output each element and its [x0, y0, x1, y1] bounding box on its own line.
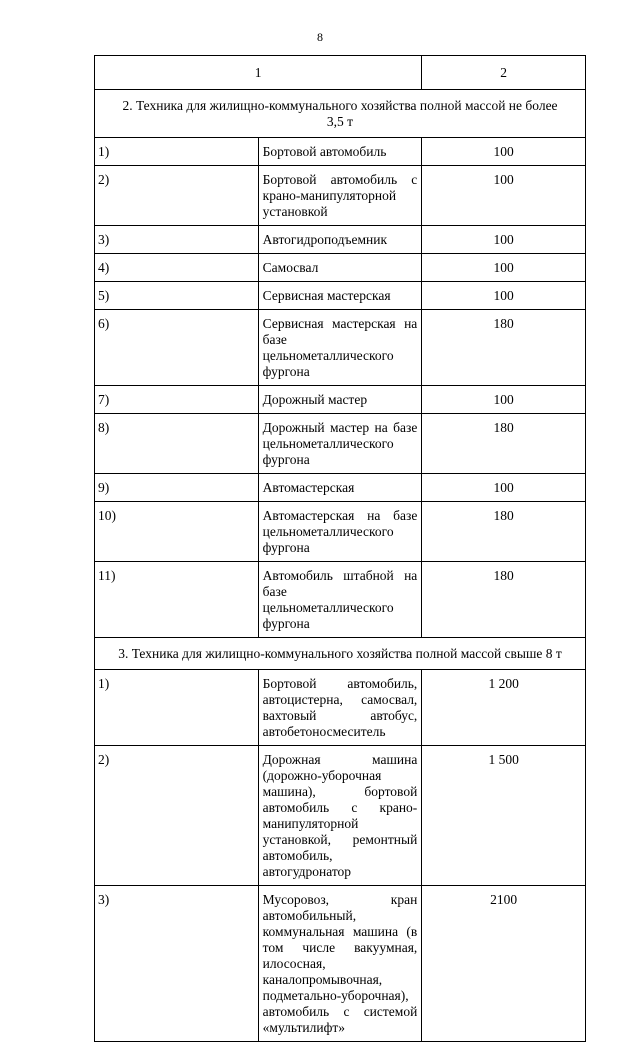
row-name: Мусоровоз, кран автомобильный, коммунальная машина (в том числе вакуумная, илососная, каналопромывочная, подметально-уборочная), автомобиль с системой «мультилифт» — [258, 886, 422, 1042]
row-name: Бортовой автомобиль — [258, 138, 422, 166]
row-value: 1 500 — [422, 746, 586, 886]
table-row — [95, 474, 586, 502]
row-number: 1) — [95, 138, 259, 166]
row-name: Дорожный мастер — [258, 386, 422, 414]
row-value: 100 — [422, 474, 586, 502]
row-number: 2) — [95, 166, 259, 226]
row-number: 1) — [95, 670, 259, 746]
row-name: Автомобиль штабной на базе цельнометаллического фургона — [258, 562, 422, 638]
row-value: 100 — [422, 282, 586, 310]
table-row — [95, 502, 586, 562]
row-value: 180 — [422, 414, 586, 474]
row-name: Автомастерская — [258, 474, 422, 502]
row-name: Бортовой автомобиль с крано-манипуляторной установкой — [258, 166, 422, 226]
row-number: 10) — [95, 502, 259, 562]
page-number: 8 — [317, 30, 323, 44]
section-title: 3. Техника для жилищно-коммунального хозяйства полной массой свыше 8 т — [95, 638, 586, 670]
header-col-1: 1 — [95, 56, 422, 90]
section-title-row — [95, 90, 586, 138]
row-name: Сервисная мастерская — [258, 282, 422, 310]
row-value: 100 — [422, 254, 586, 282]
row-name: Дорожная машина (дорожно-уборочная машина), бортовой автомобиль с крано-манипуляторной установкой, ремонтный автомобиль, автогудронатор — [258, 746, 422, 886]
row-value: 100 — [422, 138, 586, 166]
row-name: Сервисная мастерская на базе цельнометаллического фургона — [258, 310, 422, 386]
table-row — [95, 282, 586, 310]
row-name: Автогидроподъемник — [258, 226, 422, 254]
row-number: 3) — [95, 886, 259, 1042]
row-number: 3) — [95, 226, 259, 254]
row-value: 1 200 — [422, 670, 586, 746]
row-number: 5) — [95, 282, 259, 310]
table-row — [95, 226, 586, 254]
table-row — [95, 254, 586, 282]
row-number: 2) — [95, 746, 259, 886]
row-number: 6) — [95, 310, 259, 386]
row-value: 2100 — [422, 886, 586, 1042]
equipment-table — [94, 55, 586, 1042]
table-row — [95, 562, 586, 638]
section-title: 2. Техника для жилищно-коммунального хозяйства полной массой не более 3,5 т — [95, 90, 586, 138]
row-value: 100 — [422, 386, 586, 414]
row-value: 180 — [422, 310, 586, 386]
row-name: Автомастерская на базе цельнометаллического фургона — [258, 502, 422, 562]
table-row — [95, 414, 586, 474]
table-row — [95, 670, 586, 746]
row-name: Самосвал — [258, 254, 422, 282]
table-row — [95, 886, 586, 1042]
row-value: 180 — [422, 562, 586, 638]
row-number: 8) — [95, 414, 259, 474]
table-row — [95, 310, 586, 386]
row-number: 11) — [95, 562, 259, 638]
header-col-2: 2 — [422, 56, 586, 90]
row-value: 180 — [422, 502, 586, 562]
row-number: 9) — [95, 474, 259, 502]
table-row — [95, 746, 586, 886]
row-name: Дорожный мастер на базе цельнометаллического фургона — [258, 414, 422, 474]
row-number: 7) — [95, 386, 259, 414]
row-value: 100 — [422, 226, 586, 254]
header-row — [95, 56, 586, 90]
row-number: 4) — [95, 254, 259, 282]
table-row — [95, 138, 586, 166]
table-row — [95, 166, 586, 226]
section-title-row — [95, 638, 586, 670]
row-value: 100 — [422, 166, 586, 226]
row-name: Бортовой автомобиль, автоцистерна, самосвал, вахтовый автобус, автобетоносмеситель — [258, 670, 422, 746]
table-row — [95, 386, 586, 414]
